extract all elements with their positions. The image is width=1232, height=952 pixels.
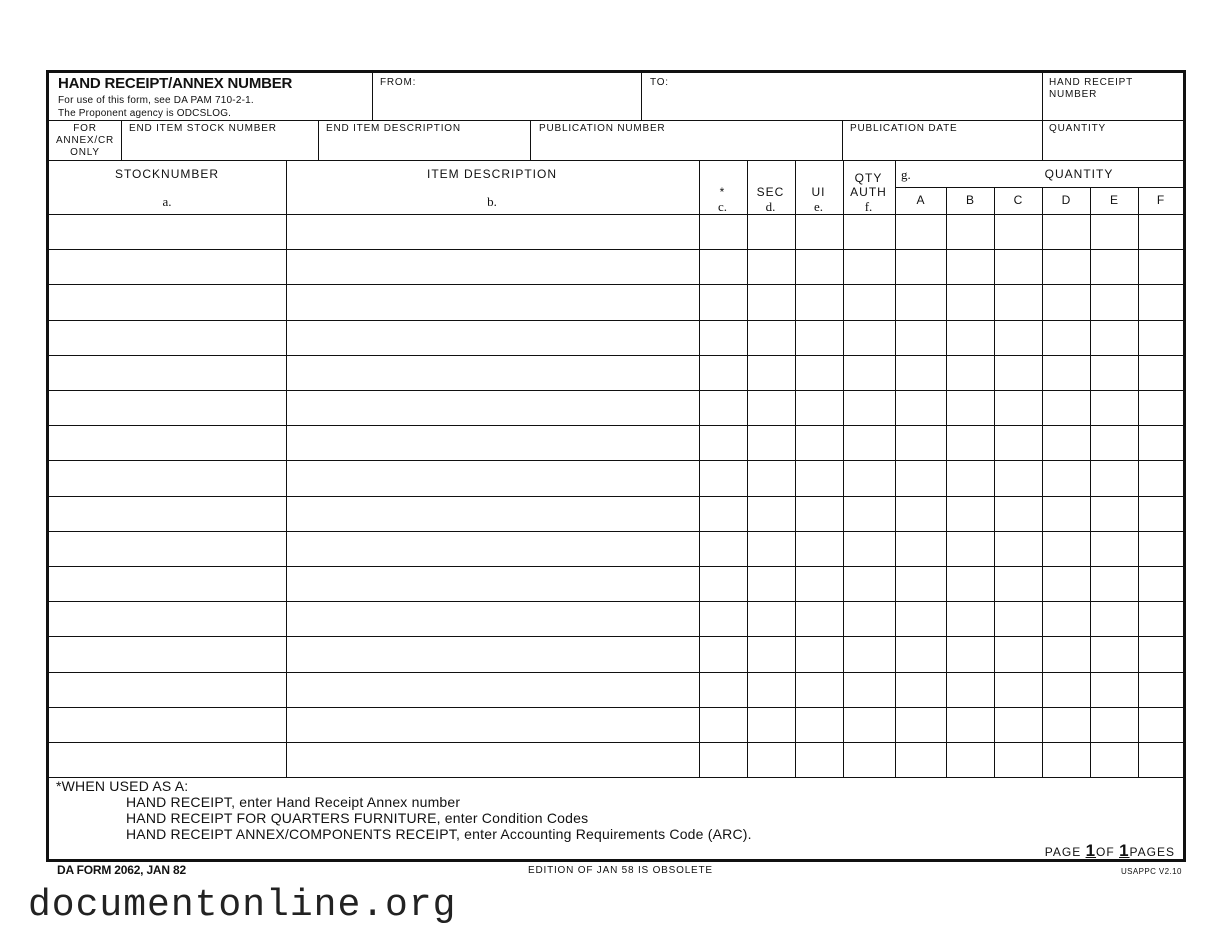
stock-number-cell[interactable] [50,426,286,460]
end-item-description-label: END ITEM DESCRIPTION [326,123,461,134]
qty-e-cell[interactable] [1091,602,1138,636]
qty-a-cell[interactable] [896,461,946,495]
qty-d-cell[interactable] [1043,637,1090,671]
form-title: HAND RECEIPT/ANNEX NUMBER [58,75,293,92]
qty-auth-cell[interactable] [844,321,895,355]
qty-f-cell[interactable] [1139,673,1183,707]
item-description-cell[interactable] [287,250,699,284]
ui-cell[interactable] [796,356,843,390]
star-cell[interactable] [700,673,747,707]
item-description-cell[interactable] [287,743,699,777]
qty-b-cell[interactable] [947,673,994,707]
quantity-subcol-b: B [965,193,974,207]
sec-cell[interactable] [748,426,795,460]
sec-cell[interactable] [748,673,795,707]
item-description-cell[interactable] [287,708,699,742]
item-description-cell[interactable] [287,567,699,601]
qty-e-cell[interactable] [1091,743,1138,777]
qty-a-cell[interactable] [896,673,946,707]
qty-e-cell[interactable] [1091,426,1138,460]
qty-d-cell[interactable] [1043,497,1090,531]
star-cell[interactable] [700,426,747,460]
end-item-stock-number-label: END ITEM STOCK NUMBER [129,123,277,134]
qty-auth-cell[interactable] [844,637,895,671]
table-row [49,320,1183,355]
ui-cell[interactable] [796,637,843,671]
page-label: PAGE [1044,845,1082,859]
item-description-header: ITEM DESCRIPTION [426,167,557,181]
qty-e-cell[interactable] [1091,461,1138,495]
star-cell[interactable] [700,567,747,601]
ui-cell[interactable] [796,461,843,495]
qty-e-cell[interactable] [1091,532,1138,566]
qty-c-cell[interactable] [995,602,1042,636]
qty-c-cell[interactable] [995,391,1042,425]
qty-f-cell[interactable] [1139,567,1183,601]
ui-cell[interactable] [796,673,843,707]
quantity-subcol-c: C [1013,193,1023,207]
qty-e-cell[interactable] [1091,497,1138,531]
qty-b-cell[interactable] [947,426,994,460]
qty-a-cell[interactable] [896,321,946,355]
ui-cell[interactable] [796,567,843,601]
from-field[interactable] [373,73,641,120]
ui-cell[interactable] [796,426,843,460]
quantity-field[interactable] [1043,121,1183,160]
stock-number-cell[interactable] [50,250,286,284]
form-id: DA FORM 2062, JAN 82 [57,863,186,877]
item-description-cell[interactable] [287,497,699,531]
hand-receipt-number-label-2: NUMBER [1049,89,1098,100]
qty-c-cell[interactable] [995,215,1042,249]
quantity-label: QUANTITY [1049,123,1106,134]
ui-cell[interactable] [796,743,843,777]
qty-f-cell[interactable] [1139,743,1183,777]
qty-auth-cell[interactable] [844,215,895,249]
qty-a-cell[interactable] [896,250,946,284]
version-label: USAPPC V2.10 [1121,867,1182,876]
for-annex-label-2: ANNEX/CR [55,135,115,146]
qty-d-cell[interactable] [1043,391,1090,425]
qty-d-cell[interactable] [1043,602,1090,636]
qty-b-cell[interactable] [947,215,994,249]
qty-auth-cell[interactable] [844,567,895,601]
sec-cell[interactable] [748,356,795,390]
star-letter: c. [717,199,728,214]
stock-number-header: STOCKNUMBER [114,167,220,181]
qty-auth-cell[interactable] [844,743,895,777]
star-cell[interactable] [700,743,747,777]
item-description-cell[interactable] [287,391,699,425]
table-row [49,566,1183,601]
publication-date-field[interactable] [843,121,1042,160]
qty-auth-letter: f. [864,199,873,214]
ui-letter: e. [813,199,824,214]
qty-b-cell[interactable] [947,602,994,636]
qty-f-cell[interactable] [1139,285,1183,319]
star-cell[interactable] [700,250,747,284]
qty-auth-cell[interactable] [844,356,895,390]
qty-auth-header-2: AUTH [850,185,887,199]
qty-a-cell[interactable] [896,743,946,777]
stock-number-cell[interactable] [50,285,286,319]
qty-f-cell[interactable] [1139,532,1183,566]
qty-f-cell[interactable] [1139,356,1183,390]
publication-number-label: PUBLICATION NUMBER [539,123,666,134]
item-description-cell[interactable] [287,532,699,566]
quantity-subcol-d: D [1061,193,1071,207]
qty-c-cell[interactable] [995,708,1042,742]
ui-cell[interactable] [796,497,843,531]
qty-b-cell[interactable] [947,497,994,531]
sec-cell[interactable] [748,391,795,425]
qty-c-cell[interactable] [995,743,1042,777]
sec-cell[interactable] [748,567,795,601]
sec-cell[interactable] [748,532,795,566]
page-indicator [1045,841,1175,861]
qty-a-cell[interactable] [896,567,946,601]
qty-auth-cell[interactable] [844,426,895,460]
ui-header: UI [811,185,826,199]
qty-a-cell[interactable] [896,532,946,566]
qty-c-cell[interactable] [995,532,1042,566]
qty-e-cell[interactable] [1091,321,1138,355]
qty-e-cell[interactable] [1091,567,1138,601]
sec-cell[interactable] [748,285,795,319]
qty-b-cell[interactable] [947,461,994,495]
qty-d-cell[interactable] [1043,708,1090,742]
star-cell[interactable] [700,461,747,495]
ui-cell[interactable] [796,391,843,425]
qty-e-cell[interactable] [1091,673,1138,707]
qty-c-cell[interactable] [995,673,1042,707]
qty-a-cell[interactable] [896,497,946,531]
sec-cell[interactable] [748,321,795,355]
sec-cell[interactable] [748,250,795,284]
table-row [49,707,1183,742]
qty-b-cell[interactable] [947,532,994,566]
qty-b-cell[interactable] [947,321,994,355]
usage-line-2: The Proponent agency is ODCSLOG. [58,108,232,119]
notes-line-1: HAND RECEIPT, enter Hand Receipt Annex number [126,794,461,810]
qty-b-cell[interactable] [947,250,994,284]
quantity-group-header: QUANTITY [1044,167,1114,181]
table-row [49,531,1183,566]
qty-d-cell[interactable] [1043,673,1090,707]
ui-cell[interactable] [796,708,843,742]
qty-c-cell[interactable] [995,321,1042,355]
to-field[interactable] [642,73,1042,120]
stock-number-cell[interactable] [50,532,286,566]
qty-e-cell[interactable] [1091,391,1138,425]
watermark: documentonline.org [28,884,457,927]
star-header: * [719,185,726,199]
qty-f-cell[interactable] [1139,321,1183,355]
publication-date-label: PUBLICATION DATE [850,123,958,134]
of-label: OF [1096,845,1115,859]
qty-f-cell[interactable] [1139,461,1183,495]
notes-line-2: HAND RECEIPT FOR QUARTERS FURNITURE, enter Condition Codes [126,810,589,826]
stock-number-cell[interactable] [50,461,286,495]
ui-cell[interactable] [796,285,843,319]
qty-d-cell[interactable] [1043,567,1090,601]
star-cell[interactable] [700,497,747,531]
qty-b-cell[interactable] [947,708,994,742]
qty-auth-cell[interactable] [844,497,895,531]
qty-f-cell[interactable] [1139,637,1183,671]
qty-auth-cell[interactable] [844,391,895,425]
sec-cell[interactable] [748,461,795,495]
qty-d-cell[interactable] [1043,461,1090,495]
sec-cell[interactable] [748,637,795,671]
item-description-letter: b. [487,194,497,209]
qty-e-cell[interactable] [1091,356,1138,390]
qty-f-cell[interactable] [1139,708,1183,742]
star-cell[interactable] [700,708,747,742]
table-row [49,672,1183,707]
qty-b-cell[interactable] [947,567,994,601]
qty-f-cell[interactable] [1139,250,1183,284]
qty-d-cell[interactable] [1043,426,1090,460]
qty-auth-cell[interactable] [844,250,895,284]
pages-label: PAGES [1129,845,1175,859]
table-row [49,460,1183,495]
table-row [49,742,1183,777]
qty-b-cell[interactable] [947,285,994,319]
qty-auth-cell[interactable] [844,285,895,319]
publication-number-field[interactable] [531,121,842,160]
hand-receipt-form [46,70,1186,862]
stock-number-letter: a. [162,194,172,209]
qty-f-cell[interactable] [1139,215,1183,249]
qty-e-cell[interactable] [1091,708,1138,742]
quantity-subcol-e: E [1109,193,1118,207]
total-pages[interactable]: 1 [1119,841,1130,860]
qty-a-cell[interactable] [896,285,946,319]
qty-a-cell[interactable] [896,637,946,671]
qty-c-cell[interactable] [995,426,1042,460]
sec-cell[interactable] [748,215,795,249]
qty-c-cell[interactable] [995,250,1042,284]
table-row [49,636,1183,671]
qty-c-cell[interactable] [995,497,1042,531]
quantity-subcol-f: F [1156,193,1165,207]
star-cell[interactable] [700,321,747,355]
qty-auth-cell[interactable] [844,673,895,707]
qty-a-cell[interactable] [896,356,946,390]
star-cell[interactable] [700,356,747,390]
end-item-description-field[interactable] [319,121,530,160]
qty-e-cell[interactable] [1091,285,1138,319]
qty-c-cell[interactable] [995,356,1042,390]
star-cell[interactable] [700,285,747,319]
qty-c-cell[interactable] [995,285,1042,319]
ui-cell[interactable] [796,532,843,566]
table-row [49,496,1183,531]
qty-auth-header-1: QTY [854,171,883,185]
qty-auth-cell[interactable] [844,532,895,566]
qty-d-cell[interactable] [1043,321,1090,355]
for-annex-label-1: FOR [73,123,97,134]
stock-number-cell[interactable] [50,673,286,707]
qty-f-cell[interactable] [1139,426,1183,460]
sec-cell[interactable] [748,708,795,742]
qty-d-cell[interactable] [1043,215,1090,249]
stock-number-cell[interactable] [50,637,286,671]
end-item-stock-number-field[interactable] [122,121,318,160]
table-row [49,390,1183,425]
qty-d-cell[interactable] [1043,356,1090,390]
ui-cell[interactable] [796,321,843,355]
stock-number-cell[interactable] [50,391,286,425]
qty-b-cell[interactable] [947,356,994,390]
star-cell[interactable] [700,391,747,425]
item-description-cell[interactable] [287,602,699,636]
qty-auth-cell[interactable] [844,602,895,636]
item-description-cell[interactable] [287,321,699,355]
qty-auth-cell[interactable] [844,461,895,495]
qty-d-cell[interactable] [1043,285,1090,319]
qty-e-cell[interactable] [1091,215,1138,249]
from-label: FROM: [380,77,417,88]
item-description-cell[interactable] [287,356,699,390]
sec-cell[interactable] [748,497,795,531]
stock-number-cell[interactable] [50,356,286,390]
ui-cell[interactable] [796,215,843,249]
for-annex-label-3: ONLY [70,147,100,158]
table-row [49,425,1183,460]
qty-d-cell[interactable] [1043,532,1090,566]
qty-b-cell[interactable] [947,743,994,777]
table-row [49,355,1183,390]
qty-a-cell[interactable] [896,391,946,425]
edition-note: EDITION OF JAN 58 IS OBSOLETE [528,865,713,876]
stock-number-cell[interactable] [50,743,286,777]
page-number[interactable]: 1 [1085,841,1097,860]
qty-a-cell[interactable] [896,708,946,742]
star-cell[interactable] [700,215,747,249]
item-description-cell[interactable] [287,637,699,671]
sec-header: SEC [756,185,785,199]
sec-cell[interactable] [748,743,795,777]
qty-a-cell[interactable] [896,602,946,636]
qty-a-cell[interactable] [896,215,946,249]
qty-b-cell[interactable] [947,391,994,425]
item-description-cell[interactable] [287,285,699,319]
stock-number-cell[interactable] [50,215,286,249]
stock-number-cell[interactable] [50,497,286,531]
star-cell[interactable] [700,532,747,566]
ui-cell[interactable] [796,250,843,284]
stock-number-cell[interactable] [50,567,286,601]
item-description-cell[interactable] [287,461,699,495]
stock-number-cell[interactable] [50,321,286,355]
to-label: TO: [650,77,669,88]
title-cell [56,74,374,120]
item-description-cell[interactable] [287,426,699,460]
table-row [49,284,1183,319]
star-cell[interactable] [700,602,747,636]
qty-auth-cell[interactable] [844,708,895,742]
quantity-letter: g. [901,167,911,182]
qty-c-cell[interactable] [995,637,1042,671]
sec-letter: d. [765,199,776,214]
item-description-cell[interactable] [287,215,699,249]
qty-a-cell[interactable] [896,426,946,460]
star-cell[interactable] [700,637,747,671]
qty-f-cell[interactable] [1139,391,1183,425]
notes-heading: *WHEN USED AS A: [56,778,189,794]
qty-c-cell[interactable] [995,567,1042,601]
qty-e-cell[interactable] [1091,637,1138,671]
hand-receipt-number-field[interactable] [1043,73,1183,120]
qty-d-cell[interactable] [1043,250,1090,284]
quantity-subcol-a: A [916,193,925,207]
qty-f-cell[interactable] [1139,602,1183,636]
qty-f-cell[interactable] [1139,497,1183,531]
ui-cell[interactable] [796,602,843,636]
qty-d-cell[interactable] [1043,743,1090,777]
qty-c-cell[interactable] [995,461,1042,495]
table-row [49,249,1183,284]
item-description-cell[interactable] [287,673,699,707]
sec-cell[interactable] [748,602,795,636]
stock-number-cell[interactable] [50,708,286,742]
table-row [49,214,1183,249]
qty-e-cell[interactable] [1091,250,1138,284]
usage-line-1: For use of this form, see DA PAM 710-2-1. [58,95,254,106]
table-row [49,601,1183,636]
qty-b-cell[interactable] [947,637,994,671]
row-divider [49,777,1183,778]
stock-number-cell[interactable] [50,602,286,636]
notes-line-3: HAND RECEIPT ANNEX/COMPONENTS RECEIPT, enter Accounting Requirements Code (ARC). [126,826,752,842]
hand-receipt-number-label-1: HAND RECEIPT [1049,77,1134,88]
